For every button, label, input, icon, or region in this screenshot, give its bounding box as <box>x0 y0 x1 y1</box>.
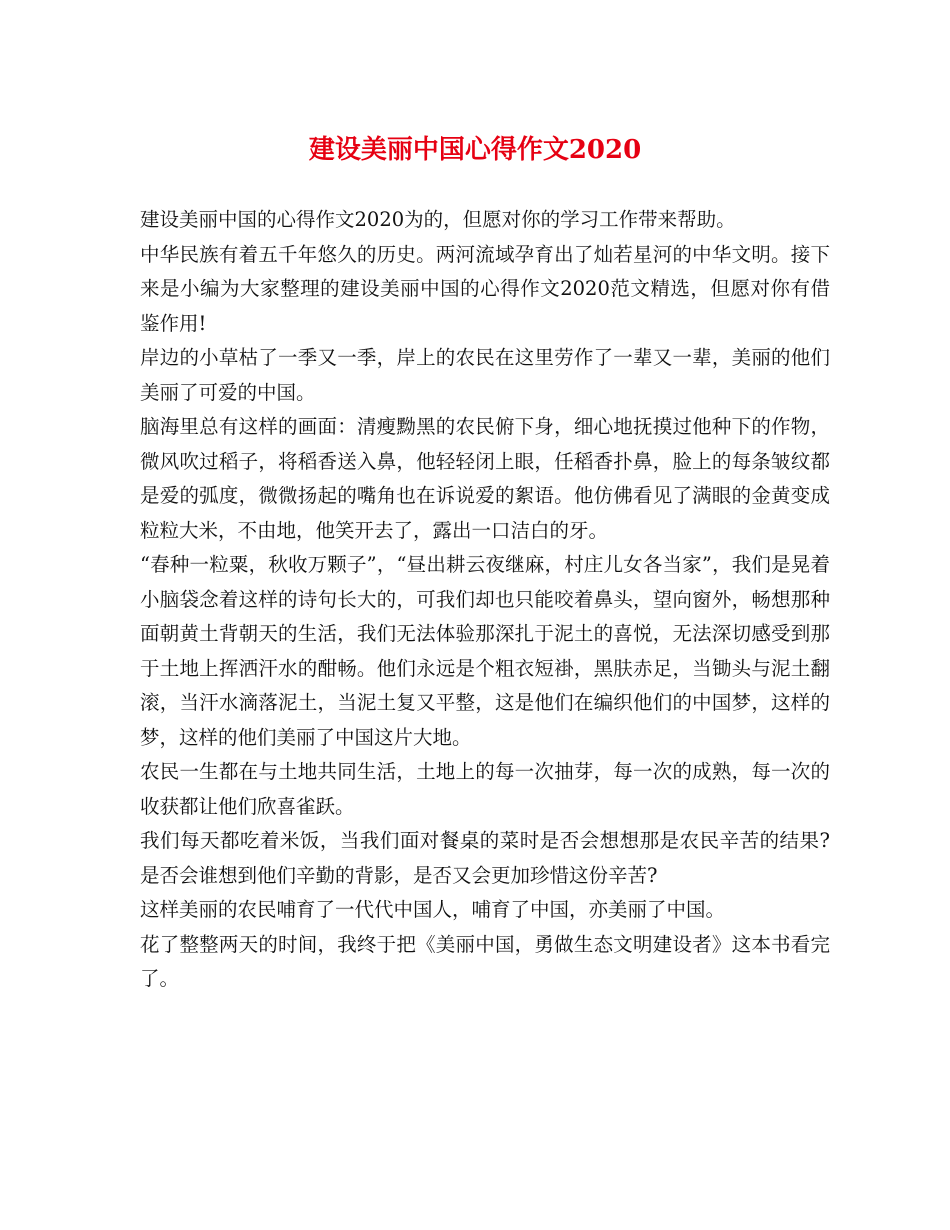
paragraph-rice: 我们每天都吃着米饭，当我们面对餐桌的菜时是否会想想那是农民辛苦的结果?是否会谁想到他们辛勤的背影，是否又会更加珍惜这份辛苦? <box>140 829 830 887</box>
document-body <box>140 203 830 997</box>
paragraph-grass: 岸边的小草枯了一季又一季，岸上的农民在这里劳作了一辈又一辈，美丽的他们美丽了可爱的中国。 <box>140 346 830 404</box>
paragraph-intro: 建设美丽中国的心得作文2020为的，但愿对你的学习工作带来帮助。 <box>140 208 736 231</box>
paragraph-farmer-image: 脑海里总有这样的画面：清瘦黝黑的农民俯下身，细心地抚摸过他种下的作物，微风吹过稻子，将稻香送入鼻，他轻轻闭上眼，任稻香扑鼻，脸上的每条皱纹都是爱的弧度，微微扬起的嘴角也在诉说爱的絮语。他仿佛看见了满眼的金黄变成粒粒大米，不由地，他笑开去了，露出一口洁白的牙。 <box>140 415 830 542</box>
paragraph-nurture: 这样美丽的农民哺育了一代代中国人，哺育了中国，亦美丽了中国。 <box>140 898 726 921</box>
paragraph-poem: “春种一粒粟，秋收万颗子”，“昼出耕云夜继麻，村庄儿女各当家”，我们是晃着小脑袋念着这样的诗句长大的，可我们却也只能咬着鼻头，望向窗外，畅想那种面朝黄土背朝天的生活，我们无法体验那深扎于泥土的喜悦，无法深切感受到那于土地上挥洒汗水的酣畅。他们永远是个粗衣短褂，黑肤赤足，当锄头与泥土翻滚，当汗水滴落泥土，当泥土复又平整，这是他们在编织他们的中国梦，这样的梦，这样的他们美丽了中国这片大地。 <box>140 553 830 749</box>
paragraph-history: 中华民族有着五千年悠久的历史。两河流域孕育出了灿若星河的中华文明。接下来是小编为大家整理的建设美丽中国的心得作文2020范文精选，但愿对你有借鉴作用! <box>140 242 830 335</box>
paragraph-land: 农民一生都在与土地共同生活，土地上的每一次抽芽，每一次的成熟，每一次的收获都让他们欣喜雀跃。 <box>140 760 830 818</box>
document-title: 建设美丽中国心得作文2020 <box>308 135 642 165</box>
paragraph-book: 花了整整两天的时间，我终于把《美丽中国，勇做生态文明建设者》这本书看完了。 <box>140 932 830 990</box>
